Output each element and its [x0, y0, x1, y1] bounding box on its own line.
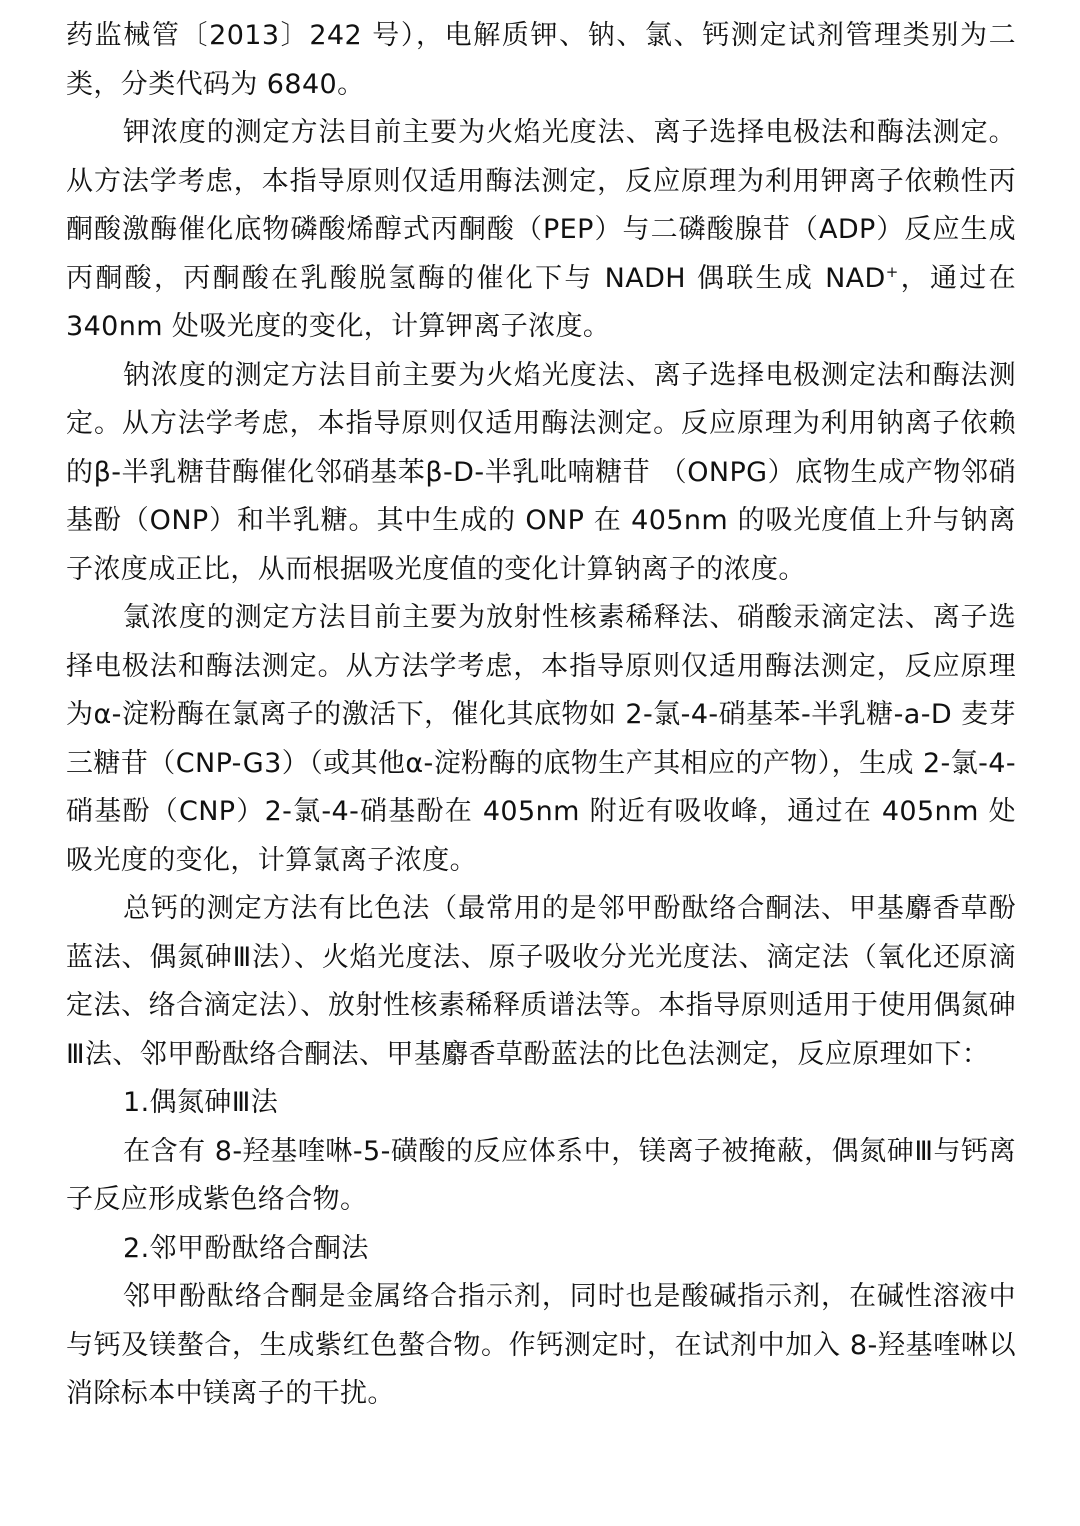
paragraph-ocpc-description: 邻甲酚酞络合酮是金属络合指示剂，同时也是酸碱指示剂，在碱性溶液中与钙及镁螯合，生成紫红色螯合物。作钙测定时，在试剂中加入 8-羟基喹啉以消除标本中镁离子的干扰。: [66, 1281, 1016, 1409]
paragraph-chloride-method: 氯浓度的测定方法目前主要为放射性核素稀释法、硝酸汞滴定法、离子选择电极法和酶法测定。从方法学考虑，本指导原则仅适用酶法测定，反应原理为α-淀粉酶在氯离子的激活下，催化其底物如 2-氯-4-硝基苯-半乳糖-a-D 麦芽三糖苷（CNP-G3）（或其他α-淀粉酶的底物生产其相应的产物），生成 2-氯-4-硝基酚（CNP）2-氯-4-硝基酚在 405nm 附近有吸收峰，通过在 405nm 处吸光度的变化，计算氯离子浓度。: [66, 602, 1016, 876]
potassium-text-before: 钾浓度的测定方法目前主要为火焰光度法、离子选择电极法和酶法测定。从方法学考虑，本指导原则仅适用酶法测定，反应原理为利用钾离子依赖性丙酮酸激酶催化底物磷酸烯醇式丙酮酸（PEP）与二磷酸腺苷（ADP）反应生成丙酮酸，丙酮酸在乳酸脱氢酶的催化下与 NADH 偶联生成 NAD: [66, 117, 1016, 294]
superscript-plus: +: [885, 262, 899, 281]
paragraph-regulation-note: 药监械管〔2013〕242 号），电解质钾、钠、氯、钙测定试剂管理类别为二类，分类代码为 6840。: [66, 20, 1016, 100]
paragraph-potassium-method: [66, 109, 1016, 352]
paragraph-arsenazo-description: 在含有 8-羟基喹啉-5-磺酸的反应体系中，镁离子被掩蔽，偶氮砷Ⅲ与钙离子反应形成紫色络合物。: [66, 1135, 1016, 1215]
heading-arsenazo-method: 1.偶氮砷Ⅲ法: [123, 1087, 279, 1118]
potassium-text-after: ，通过在 340nm 处吸光度的变化，计算钾离子浓度。: [66, 262, 1016, 342]
paragraph-calcium-method: 总钙的测定方法有比色法（最常用的是邻甲酚酞络合酮法、甲基麝香草酚蓝法、偶氮砷Ⅲ法）、火焰光度法、原子吸收分光光度法、滴定法（氧化还原滴定法、络合滴定法）、放射性核素稀释质谱法等。本指导原则适用于使用偶氮砷Ⅲ法、邻甲酚酞络合酮法、甲基麝香草酚蓝法的比色法测定，反应原理如下：: [66, 893, 1016, 1070]
document-page: [66, 12, 1016, 1419]
paragraph-sodium-method: 钠浓度的测定方法目前主要为火焰光度法、离子选择电极测定法和酶法测定。从方法学考虑，本指导原则仅适用酶法测定。反应原理为利用钠离子依赖的β-半乳糖苷酶催化邻硝基苯β-D-半乳吡喃糖苷 （ONPG）底物生成产物邻硝基酚（ONP）和半乳糖。其中生成的 ONP 在 405nm 的吸光度值上升与钠离子浓度成正比，从而根据吸光度值的变化计算钠离子的浓度。: [66, 359, 1016, 585]
heading-ocpc-method: 2.邻甲酚酞络合酮法: [123, 1232, 369, 1264]
